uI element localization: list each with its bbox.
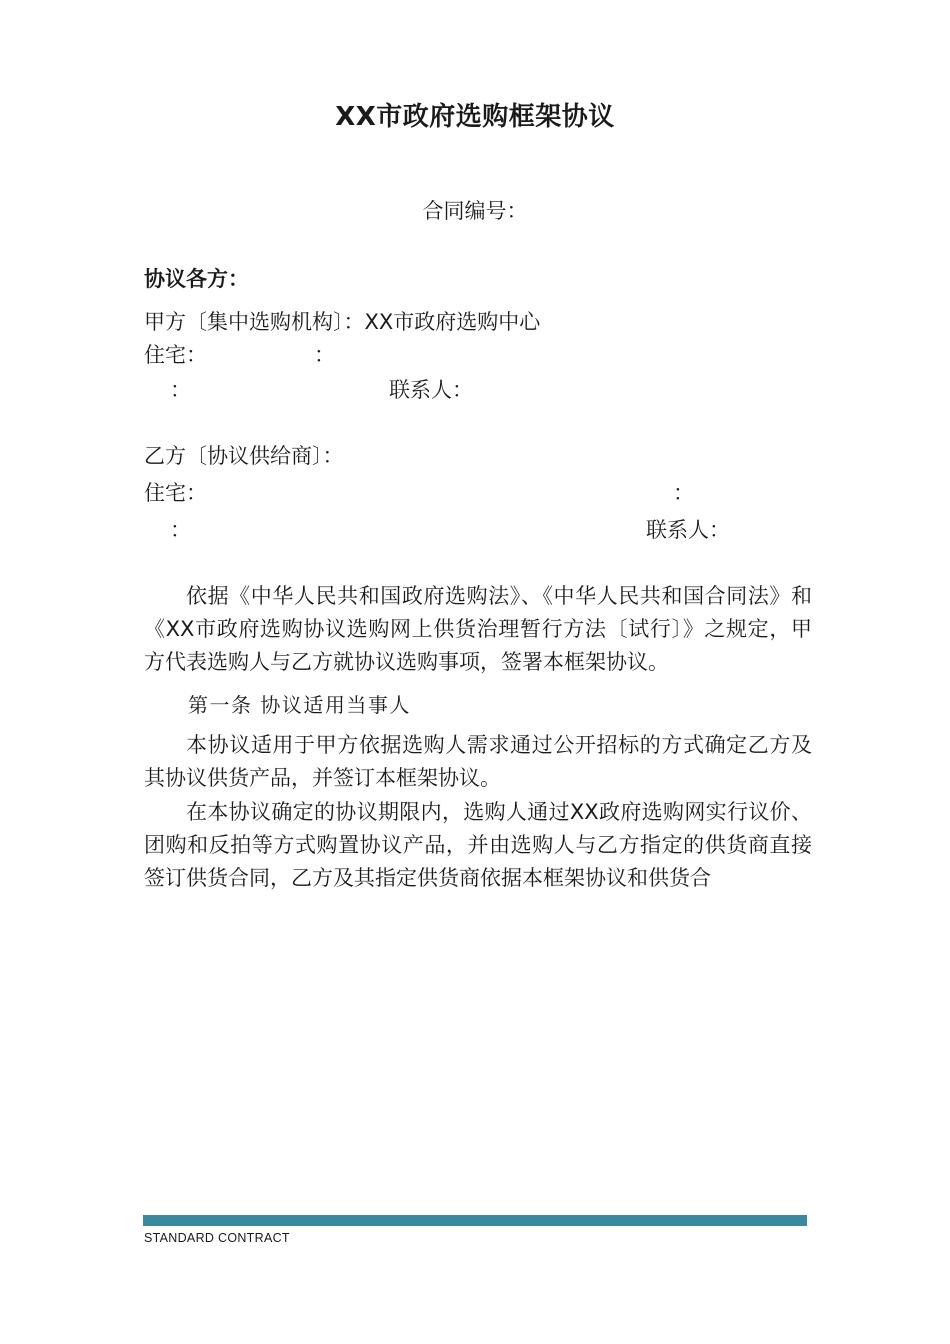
footer-label: STANDARD CONTRACT xyxy=(144,1231,290,1245)
party-b-contact-label: 联系人： xyxy=(646,518,730,542)
party-b-colon-right: ： xyxy=(673,481,694,505)
article-1-paragraph-1: 本协议适用于甲方依据选购人需求通过公开招标的方式确定乙方及其协议供货产品，并签订本框架协议。 xyxy=(144,733,812,790)
party-a-address-label: 住宅： xyxy=(144,343,207,367)
document-title: XX市政府选购框架协议 xyxy=(335,102,615,132)
intro-paragraph: 依据《中华人民共和国政府选购法》、《中华人民共和国合同法》和《XX市政府选购协议选购网上供货治理暂行方法〔试行〕》之规定，甲方代表选购人与乙方就协议选购事项，签署本框架协议。 xyxy=(144,584,812,674)
party-a-colon-mid: ： xyxy=(314,343,335,367)
article-1-paragraph-2: 在本协议确定的协议期限内，选购人通过XX政府选购网实行议价、团购和反拍等方式购置协议产品，并由选购人与乙方指定的供货商直接签订供货合同，乙方及其指定供货商依据本框架协议和供货合 xyxy=(144,800,812,890)
party-b-address-label: 住宅： xyxy=(144,481,207,505)
party-a-colon-left: ： xyxy=(170,378,191,402)
footer-bar xyxy=(143,1215,807,1226)
contract-number-label: 合同编号： xyxy=(422,199,528,223)
party-b-colon-left: ： xyxy=(170,518,191,542)
party-b-name: 乙方〔协议供给商〕： xyxy=(144,444,344,468)
party-a-contact-label: 联系人： xyxy=(389,378,473,402)
article-1-title: 第一条 协议适用当事人 xyxy=(188,693,411,717)
parties-heading: 协议各方： xyxy=(144,267,249,291)
party-a-name: 甲方〔集中选购机构〕：XX市政府选购中心 xyxy=(144,310,541,334)
